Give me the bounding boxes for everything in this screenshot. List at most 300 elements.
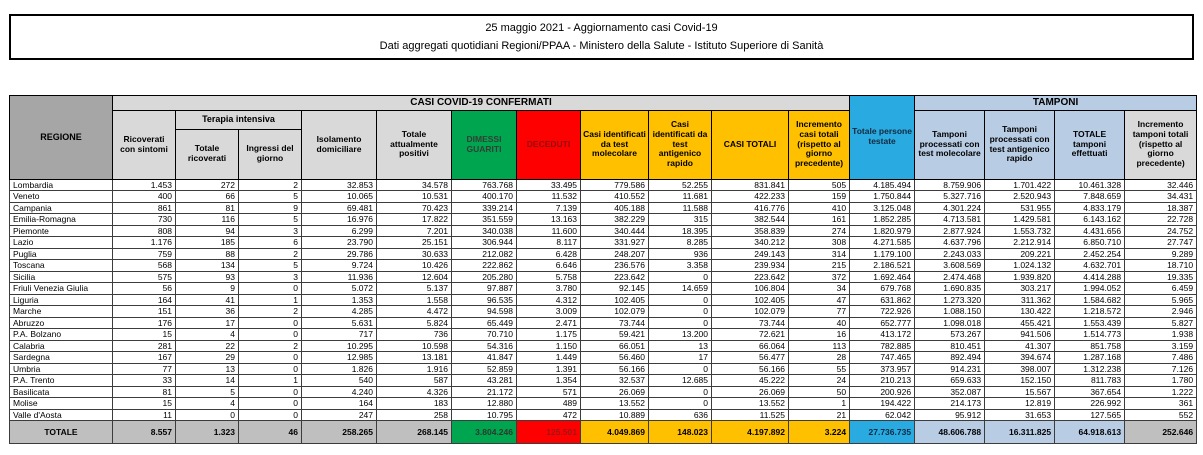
cell-ricoverati-sintomi: 1.453 — [113, 179, 176, 191]
cell-dimessi-guariti: 10.795 — [452, 409, 517, 421]
cell-deceduti: 6.428 — [517, 248, 581, 260]
cell-persone-testate: 782.885 — [850, 340, 915, 352]
cell-ricoverati-sintomi: 15 — [113, 398, 176, 410]
region-cell: Sardegna — [10, 352, 113, 364]
cell-isolamento: 69.481 — [302, 202, 377, 214]
region-cell: TOTALE — [10, 421, 113, 444]
cell-tamponi-antigenico: 455.421 — [985, 317, 1055, 329]
cell-terapia-ingressi: 0 — [239, 317, 302, 329]
cell-terapia-totale: 13 — [176, 363, 239, 375]
cell-incremento-tamponi: 18.387 — [1125, 202, 1197, 214]
cell-incremento-casi: 34 — [789, 283, 850, 295]
cell-tamponi-totale: 1.287.168 — [1055, 352, 1125, 364]
col-header-persone-testate: Totale persone testate — [850, 96, 915, 180]
cell-casi-molecolare: 779.586 — [581, 179, 649, 191]
cell-casi-antigenico: 12.685 — [649, 375, 712, 387]
cell-casi-totali: 106.804 — [712, 283, 789, 295]
cell-attualmente-positivi: 258 — [377, 409, 452, 421]
region-cell: Calabria — [10, 340, 113, 352]
cell-terapia-totale: 116 — [176, 214, 239, 226]
table-row — [10, 225, 1197, 237]
cell-terapia-totale: 0 — [176, 409, 239, 421]
cell-tamponi-totale: 2.452.254 — [1055, 248, 1125, 260]
cell-incremento-casi: 28 — [789, 352, 850, 364]
cell-terapia-ingressi: 1 — [239, 294, 302, 306]
col-header-regione: REGIONE — [10, 96, 113, 180]
cell-terapia-totale: 4 — [176, 398, 239, 410]
cell-casi-totali: 26.069 — [712, 386, 789, 398]
cell-tamponi-totale: 127.565 — [1055, 409, 1125, 421]
cell-incremento-casi: 274 — [789, 225, 850, 237]
cell-attualmente-positivi: 4.326 — [377, 386, 452, 398]
cell-casi-antigenico: 3.358 — [649, 260, 712, 272]
cell-terapia-totale: 14 — [176, 375, 239, 387]
cell-tamponi-molecolare: 1.088.150 — [915, 306, 985, 318]
cell-casi-antigenico: 315 — [649, 214, 712, 226]
cell-incremento-casi: 215 — [789, 260, 850, 272]
cell-casi-molecolare: 405.188 — [581, 202, 649, 214]
cell-isolamento: 11.936 — [302, 271, 377, 283]
col-header-tamponi-molecolare: Tamponi processati con test molecolare — [915, 110, 985, 179]
cell-casi-antigenico: 0 — [649, 386, 712, 398]
cell-persone-testate: 1.820.979 — [850, 225, 915, 237]
region-cell: Veneto — [10, 191, 113, 203]
cell-persone-testate: 631.862 — [850, 294, 915, 306]
cell-isolamento: 12.985 — [302, 352, 377, 364]
cell-deceduti: 7.139 — [517, 202, 581, 214]
cell-incremento-tamponi: 24.752 — [1125, 225, 1197, 237]
cell-casi-totali: 831.841 — [712, 179, 789, 191]
cell-casi-totali: 72.621 — [712, 329, 789, 341]
cell-casi-antigenico: 636 — [649, 409, 712, 421]
cell-tamponi-molecolare: 8.759.906 — [915, 179, 985, 191]
cell-dimessi-guariti: 97.887 — [452, 283, 517, 295]
cell-incremento-tamponi: 7.486 — [1125, 352, 1197, 364]
cell-isolamento: 1.353 — [302, 294, 377, 306]
cell-casi-totali: 56.477 — [712, 352, 789, 364]
cell-ricoverati-sintomi: 176 — [113, 317, 176, 329]
table-row — [10, 317, 1197, 329]
cell-casi-totali: 249.143 — [712, 248, 789, 260]
cell-attualmente-positivi: 10.531 — [377, 191, 452, 203]
cell-dimessi-guariti: 96.535 — [452, 294, 517, 306]
cell-tamponi-totale: 1.553.439 — [1055, 317, 1125, 329]
cell-dimessi-guariti: 3.804.246 — [452, 421, 517, 444]
cell-incremento-tamponi: 22.728 — [1125, 214, 1197, 226]
cell-incremento-tamponi: 19.335 — [1125, 271, 1197, 283]
cell-tamponi-totale: 1.514.773 — [1055, 329, 1125, 341]
cell-incremento-casi: 55 — [789, 363, 850, 375]
cell-dimessi-guariti: 339.214 — [452, 202, 517, 214]
cell-persone-testate: 62.042 — [850, 409, 915, 421]
cell-deceduti: 11.600 — [517, 225, 581, 237]
cell-terapia-totale: 81 — [176, 202, 239, 214]
cell-isolamento: 258.265 — [302, 421, 377, 444]
col-header-incremento-tamponi: Incremento tamponi totali (rispetto al giorno precedente) — [1125, 110, 1197, 179]
cell-incremento-tamponi: 552 — [1125, 409, 1197, 421]
cell-casi-molecolare: 102.079 — [581, 306, 649, 318]
cell-tamponi-antigenico: 531.955 — [985, 202, 1055, 214]
region-cell: Friuli Venezia Giulia — [10, 283, 113, 295]
cell-persone-testate: 1.852.285 — [850, 214, 915, 226]
cell-incremento-tamponi: 2.946 — [1125, 306, 1197, 318]
cell-casi-totali: 13.552 — [712, 398, 789, 410]
region-cell: Liguria — [10, 294, 113, 306]
cell-attualmente-positivi: 587 — [377, 375, 452, 387]
cell-tamponi-antigenico: 1.024.132 — [985, 260, 1055, 272]
cell-terapia-totale: 134 — [176, 260, 239, 272]
cell-terapia-totale: 1.323 — [176, 421, 239, 444]
cell-dimessi-guariti: 351.559 — [452, 214, 517, 226]
cell-tamponi-molecolare: 1.690.835 — [915, 283, 985, 295]
cell-casi-antigenico: 8.285 — [649, 237, 712, 249]
cell-attualmente-positivi: 30.633 — [377, 248, 452, 260]
cell-deceduti: 3.780 — [517, 283, 581, 295]
cell-ricoverati-sintomi: 808 — [113, 225, 176, 237]
cell-casi-antigenico: 0 — [649, 398, 712, 410]
table-row — [10, 306, 1197, 318]
cell-attualmente-positivi: 5.824 — [377, 317, 452, 329]
col-header-casi-test-antigenico: Casi identificati da test antigenico rapido — [649, 110, 712, 179]
cell-casi-molecolare: 32.537 — [581, 375, 649, 387]
cell-casi-totali: 358.839 — [712, 225, 789, 237]
region-cell: P.A. Trento — [10, 375, 113, 387]
table-row — [10, 386, 1197, 398]
cell-isolamento: 23.790 — [302, 237, 377, 249]
cell-tamponi-totale: 10.461.328 — [1055, 179, 1125, 191]
cell-isolamento: 4.285 — [302, 306, 377, 318]
cell-casi-molecolare: 92.145 — [581, 283, 649, 295]
cell-tamponi-totale: 1.218.572 — [1055, 306, 1125, 318]
region-cell: Abruzzo — [10, 317, 113, 329]
cell-persone-testate: 679.768 — [850, 283, 915, 295]
cell-attualmente-positivi: 10.426 — [377, 260, 452, 272]
cell-isolamento: 5.072 — [302, 283, 377, 295]
cell-attualmente-positivi: 13.181 — [377, 352, 452, 364]
cell-ricoverati-sintomi: 151 — [113, 306, 176, 318]
cell-dimessi-guariti: 763.768 — [452, 179, 517, 191]
cell-incremento-casi: 40 — [789, 317, 850, 329]
cell-deceduti: 125.501 — [517, 421, 581, 444]
cell-casi-totali: 382.544 — [712, 214, 789, 226]
cell-isolamento: 717 — [302, 329, 377, 341]
cell-tamponi-molecolare: 573.267 — [915, 329, 985, 341]
col-header-tamponi-totale: TOTALE tamponi effettuati — [1055, 110, 1125, 179]
covid-data-table — [9, 95, 1197, 444]
cell-terapia-totale: 17 — [176, 317, 239, 329]
cell-tamponi-molecolare: 95.912 — [915, 409, 985, 421]
cell-isolamento: 32.853 — [302, 179, 377, 191]
region-cell: Piemonte — [10, 225, 113, 237]
cell-persone-testate: 1.750.844 — [850, 191, 915, 203]
cell-attualmente-positivi: 7.201 — [377, 225, 452, 237]
cell-incremento-casi: 47 — [789, 294, 850, 306]
cell-tamponi-antigenico: 15.567 — [985, 386, 1055, 398]
cell-terapia-totale: 66 — [176, 191, 239, 203]
cell-terapia-ingressi: 0 — [239, 398, 302, 410]
cell-tamponi-antigenico: 130.422 — [985, 306, 1055, 318]
cell-dimessi-guariti: 41.847 — [452, 352, 517, 364]
cell-dimessi-guariti: 400.170 — [452, 191, 517, 203]
region-cell: Lombardia — [10, 179, 113, 191]
col-header-terapia-ingressi-giorno: Ingressi del giorno — [239, 129, 302, 179]
cell-tamponi-molecolare: 1.098.018 — [915, 317, 985, 329]
cell-terapia-ingressi: 5 — [239, 260, 302, 272]
cell-casi-molecolare: 410.552 — [581, 191, 649, 203]
table-row — [10, 283, 1197, 295]
table-body — [10, 179, 1197, 421]
cell-incremento-tamponi: 1.222 — [1125, 386, 1197, 398]
cell-isolamento: 16.976 — [302, 214, 377, 226]
cell-incremento-tamponi: 6.459 — [1125, 283, 1197, 295]
cell-ricoverati-sintomi: 568 — [113, 260, 176, 272]
cell-dimessi-guariti: 52.859 — [452, 363, 517, 375]
cell-tamponi-totale: 4.431.656 — [1055, 225, 1125, 237]
cell-terapia-ingressi: 0 — [239, 352, 302, 364]
cell-incremento-tamponi: 5.965 — [1125, 294, 1197, 306]
cell-ricoverati-sintomi: 759 — [113, 248, 176, 260]
cell-casi-molecolare: 66.051 — [581, 340, 649, 352]
cell-deceduti: 1.354 — [517, 375, 581, 387]
cell-casi-totali: 66.064 — [712, 340, 789, 352]
cell-tamponi-molecolare: 892.494 — [915, 352, 985, 364]
table-row — [10, 191, 1197, 203]
cell-attualmente-positivi: 12.604 — [377, 271, 452, 283]
cell-incremento-casi: 505 — [789, 179, 850, 191]
cell-casi-totali: 73.744 — [712, 317, 789, 329]
cell-persone-testate: 722.926 — [850, 306, 915, 318]
cell-casi-antigenico: 0 — [649, 306, 712, 318]
cell-casi-molecolare: 223.642 — [581, 271, 649, 283]
title-line-1: 25 maggio 2021 - Aggiornamento casi Covid-19 — [485, 21, 718, 34]
cell-casi-totali: 56.166 — [712, 363, 789, 375]
cell-incremento-casi: 77 — [789, 306, 850, 318]
cell-persone-testate: 1.179.100 — [850, 248, 915, 260]
cell-tamponi-totale: 4.632.701 — [1055, 260, 1125, 272]
cell-casi-totali: 223.642 — [712, 271, 789, 283]
col-header-casi-totali: CASI TOTALI — [712, 110, 789, 179]
cell-terapia-ingressi: 2 — [239, 248, 302, 260]
cell-tamponi-molecolare: 810.451 — [915, 340, 985, 352]
cell-tamponi-antigenico: 31.653 — [985, 409, 1055, 421]
cell-incremento-tamponi: 18.710 — [1125, 260, 1197, 272]
cell-deceduti: 1.449 — [517, 352, 581, 364]
cell-incremento-tamponi: 5.827 — [1125, 317, 1197, 329]
cell-tamponi-totale: 851.758 — [1055, 340, 1125, 352]
cell-incremento-tamponi: 7.126 — [1125, 363, 1197, 375]
cell-attualmente-positivi: 25.151 — [377, 237, 452, 249]
cell-tamponi-totale: 1.584.682 — [1055, 294, 1125, 306]
cell-casi-totali: 102.405 — [712, 294, 789, 306]
cell-dimessi-guariti: 65.449 — [452, 317, 517, 329]
cell-isolamento: 1.826 — [302, 363, 377, 375]
table-row — [10, 214, 1197, 226]
cell-tamponi-antigenico: 398.007 — [985, 363, 1055, 375]
cell-dimessi-guariti: 340.038 — [452, 225, 517, 237]
cell-attualmente-positivi: 736 — [377, 329, 452, 341]
cell-tamponi-antigenico: 1.701.422 — [985, 179, 1055, 191]
cell-incremento-tamponi: 1.938 — [1125, 329, 1197, 341]
cell-deceduti: 1.150 — [517, 340, 581, 352]
cell-deceduti: 1.391 — [517, 363, 581, 375]
cell-persone-testate: 1.692.464 — [850, 271, 915, 283]
cell-casi-molecolare: 10.889 — [581, 409, 649, 421]
cell-deceduti: 2.471 — [517, 317, 581, 329]
cell-deceduti: 489 — [517, 398, 581, 410]
cell-ricoverati-sintomi: 11 — [113, 409, 176, 421]
cell-terapia-totale: 93 — [176, 271, 239, 283]
cell-casi-molecolare: 13.552 — [581, 398, 649, 410]
table-row — [10, 248, 1197, 260]
region-cell: Puglia — [10, 248, 113, 260]
cell-tamponi-totale: 1.994.052 — [1055, 283, 1125, 295]
cell-persone-testate: 3.125.048 — [850, 202, 915, 214]
cell-persone-testate: 4.271.585 — [850, 237, 915, 249]
cell-incremento-casi: 16 — [789, 329, 850, 341]
cell-casi-molecolare: 382.229 — [581, 214, 649, 226]
table-row — [10, 409, 1197, 421]
cell-deceduti: 571 — [517, 386, 581, 398]
cell-terapia-ingressi: 2 — [239, 306, 302, 318]
cell-terapia-totale: 36 — [176, 306, 239, 318]
cell-deceduti: 1.175 — [517, 329, 581, 341]
cell-casi-totali: 45.222 — [712, 375, 789, 387]
col-header-isolamento-domiciliare: Isolamento domiciliare — [302, 110, 377, 179]
cell-incremento-tamponi: 34.431 — [1125, 191, 1197, 203]
cell-terapia-ingressi: 9 — [239, 202, 302, 214]
cell-dimessi-guariti: 212.082 — [452, 248, 517, 260]
cell-incremento-casi: 372 — [789, 271, 850, 283]
cell-terapia-totale: 185 — [176, 237, 239, 249]
cell-tamponi-molecolare: 48.606.788 — [915, 421, 985, 444]
cell-tamponi-totale: 7.848.659 — [1055, 191, 1125, 203]
cell-casi-totali: 11.525 — [712, 409, 789, 421]
cell-attualmente-positivi: 34.578 — [377, 179, 452, 191]
cell-casi-antigenico: 0 — [649, 317, 712, 329]
cell-persone-testate: 2.186.521 — [850, 260, 915, 272]
cell-casi-molecolare: 56.166 — [581, 363, 649, 375]
cell-persone-testate: 27.736.735 — [850, 421, 915, 444]
cell-incremento-casi: 24 — [789, 375, 850, 387]
cell-ricoverati-sintomi: 8.557 — [113, 421, 176, 444]
cell-tamponi-totale: 4.833.179 — [1055, 202, 1125, 214]
cell-ricoverati-sintomi: 1.176 — [113, 237, 176, 249]
table-row — [10, 398, 1197, 410]
cell-tamponi-molecolare: 214.173 — [915, 398, 985, 410]
cell-attualmente-positivi: 17.822 — [377, 214, 452, 226]
cell-tamponi-molecolare: 3.608.569 — [915, 260, 985, 272]
cell-casi-antigenico: 14.659 — [649, 283, 712, 295]
cell-incremento-casi: 161 — [789, 214, 850, 226]
cell-tamponi-antigenico: 41.307 — [985, 340, 1055, 352]
cell-incremento-tamponi: 3.159 — [1125, 340, 1197, 352]
cell-attualmente-positivi: 268.145 — [377, 421, 452, 444]
cell-terapia-ingressi: 2 — [239, 340, 302, 352]
cell-tamponi-totale: 64.918.613 — [1055, 421, 1125, 444]
cell-casi-molecolare: 56.460 — [581, 352, 649, 364]
cell-isolamento: 4.240 — [302, 386, 377, 398]
region-cell: Marche — [10, 306, 113, 318]
cell-terapia-ingressi: 0 — [239, 386, 302, 398]
cell-terapia-ingressi: 5 — [239, 214, 302, 226]
cell-terapia-ingressi: 0 — [239, 409, 302, 421]
cell-casi-antigenico: 0 — [649, 363, 712, 375]
cell-terapia-ingressi: 2 — [239, 179, 302, 191]
cell-persone-testate: 413.172 — [850, 329, 915, 341]
region-cell: Basilicata — [10, 386, 113, 398]
title-line-2: Dati aggregati quotidiani Regioni/PPAA - Ministero della Salute - Istituto Superiore di Sanità — [379, 39, 824, 52]
region-cell: Sicilia — [10, 271, 113, 283]
cell-tamponi-molecolare: 5.327.716 — [915, 191, 985, 203]
col-header-attualmente-positivi: Totale attualmente positivi — [377, 110, 452, 179]
cell-isolamento: 5.631 — [302, 317, 377, 329]
cell-dimessi-guariti: 54.316 — [452, 340, 517, 352]
region-cell: P.A. Bolzano — [10, 329, 113, 341]
cell-tamponi-totale: 6.850.710 — [1055, 237, 1125, 249]
cell-ricoverati-sintomi: 33 — [113, 375, 176, 387]
cell-tamponi-antigenico: 152.150 — [985, 375, 1055, 387]
cell-isolamento: 9.724 — [302, 260, 377, 272]
cell-ricoverati-sintomi: 167 — [113, 352, 176, 364]
cell-terapia-totale: 5 — [176, 386, 239, 398]
table-row — [10, 352, 1197, 364]
cell-terapia-ingressi: 1 — [239, 375, 302, 387]
region-cell: Molise — [10, 398, 113, 410]
cell-incremento-casi: 1 — [789, 398, 850, 410]
col-header-tamponi-antigenico: Tamponi processati con test antigenico rapido — [985, 110, 1055, 179]
group-header-terapia-intensiva: Terapia intensiva — [176, 110, 302, 129]
cell-incremento-casi: 21 — [789, 409, 850, 421]
cell-terapia-ingressi: 3 — [239, 225, 302, 237]
cell-casi-antigenico: 148.023 — [649, 421, 712, 444]
cell-dimessi-guariti: 94.598 — [452, 306, 517, 318]
cell-tamponi-molecolare: 4.713.581 — [915, 214, 985, 226]
cell-tamponi-antigenico: 16.311.825 — [985, 421, 1055, 444]
cell-dimessi-guariti: 222.862 — [452, 260, 517, 272]
cell-ricoverati-sintomi: 861 — [113, 202, 176, 214]
cell-attualmente-positivi: 10.598 — [377, 340, 452, 352]
cell-ricoverati-sintomi: 281 — [113, 340, 176, 352]
cell-casi-molecolare: 102.405 — [581, 294, 649, 306]
cell-casi-totali: 239.934 — [712, 260, 789, 272]
cell-terapia-totale: 94 — [176, 225, 239, 237]
cell-tamponi-antigenico: 303.217 — [985, 283, 1055, 295]
cell-tamponi-molecolare: 352.087 — [915, 386, 985, 398]
cell-casi-molecolare: 331.927 — [581, 237, 649, 249]
cell-persone-testate: 200.926 — [850, 386, 915, 398]
cell-casi-antigenico: 11.588 — [649, 202, 712, 214]
cell-tamponi-molecolare: 2.474.468 — [915, 271, 985, 283]
cell-terapia-totale: 88 — [176, 248, 239, 260]
cell-tamponi-molecolare: 914.231 — [915, 363, 985, 375]
col-header-dimessi-guariti: DIMESSI GUARITI — [452, 110, 517, 179]
cell-casi-molecolare: 248.207 — [581, 248, 649, 260]
cell-casi-antigenico: 936 — [649, 248, 712, 260]
cell-deceduti: 8.117 — [517, 237, 581, 249]
cell-terapia-totale: 29 — [176, 352, 239, 364]
cell-incremento-tamponi: 27.747 — [1125, 237, 1197, 249]
total-row — [10, 421, 1197, 444]
cell-terapia-totale: 41 — [176, 294, 239, 306]
cell-attualmente-positivi: 1.916 — [377, 363, 452, 375]
cell-tamponi-totale: 226.992 — [1055, 398, 1125, 410]
cell-dimessi-guariti: 12.880 — [452, 398, 517, 410]
col-header-terapia-totale-ricoverati: Totale ricoverati — [176, 129, 239, 179]
cell-tamponi-antigenico: 209.221 — [985, 248, 1055, 260]
cell-isolamento: 10.295 — [302, 340, 377, 352]
cell-ricoverati-sintomi: 575 — [113, 271, 176, 283]
region-cell: Valle d'Aosta — [10, 409, 113, 421]
